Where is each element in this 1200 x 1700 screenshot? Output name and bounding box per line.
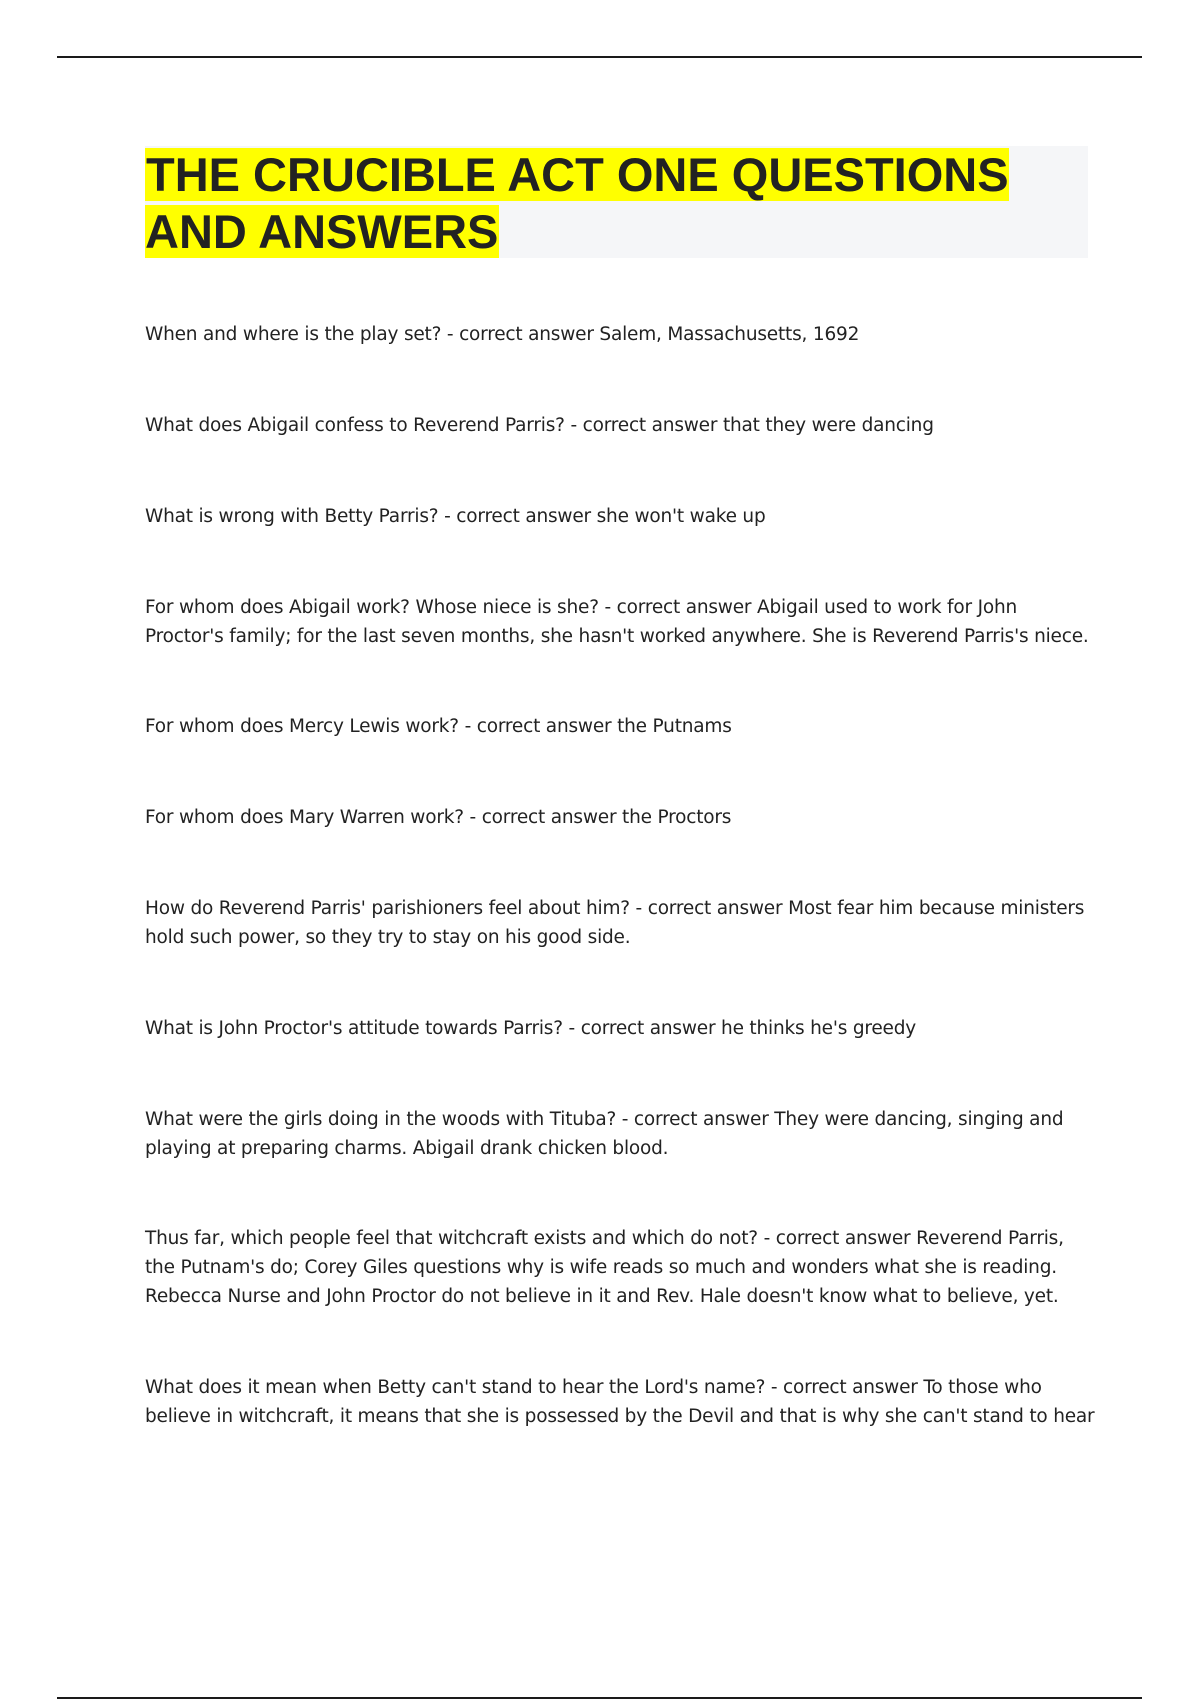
- page-title: [145, 146, 1045, 260]
- title-highlight: THE CRUCIBLE ACT ONE QUESTIONS AND ANSWERS: [145, 148, 1009, 258]
- qa-item: What does Abigail confess to Reverend Parris? - correct answer that they were dancing: [145, 414, 934, 436]
- qa-item: How do Reverend Parris' parishioners feel about him? - correct answer Most fear him because ministers hold such power, so they try to stay on his good side.: [145, 897, 1085, 948]
- bottom-rule: [57, 1697, 1142, 1699]
- top-rule: [57, 56, 1142, 58]
- qa-item: What is wrong with Betty Parris? - correct answer she won't wake up: [145, 505, 766, 527]
- qa-item: For whom does Mercy Lewis work? - correct answer the Putnams: [145, 715, 732, 737]
- qa-item: For whom does Mary Warren work? - correct answer the Proctors: [145, 806, 732, 828]
- title-block: [145, 146, 1088, 258]
- qa-item: What does it mean when Betty can't stand to hear the Lord's name? - correct answer To those who believe in witchcraft, it means that she is possessed by the Devil and that is why she can't stand to hear: [145, 1376, 1095, 1427]
- qa-item: Thus far, which people feel that witchcraft exists and which do not? - correct answer Reverend Parris, the Putnam's do; Corey Giles questions why is wife reads so much and wonders what she is reading. Rebecca Nurse and John Proctor do not believe in it and Rev. Hale doesn't know what to believe, yet.: [145, 1227, 1064, 1307]
- qa-item: What were the girls doing in the woods with Tituba? - correct answer They were dancing, singing and playing at preparing charms. Abigail drank chicken blood.: [145, 1108, 1064, 1159]
- qa-item: What is John Proctor's attitude towards Parris? - correct answer he thinks he's greedy: [145, 1017, 917, 1039]
- qa-item: When and where is the play set? - correct answer Salem, Massachusetts, 1692: [145, 323, 860, 345]
- qa-item: For whom does Abigail work? Whose niece is she? - correct answer Abigail used to work for John Proctor's family; for the last seven months, she hasn't worked anywhere. She is Reverend Parris's niece.: [145, 596, 1089, 647]
